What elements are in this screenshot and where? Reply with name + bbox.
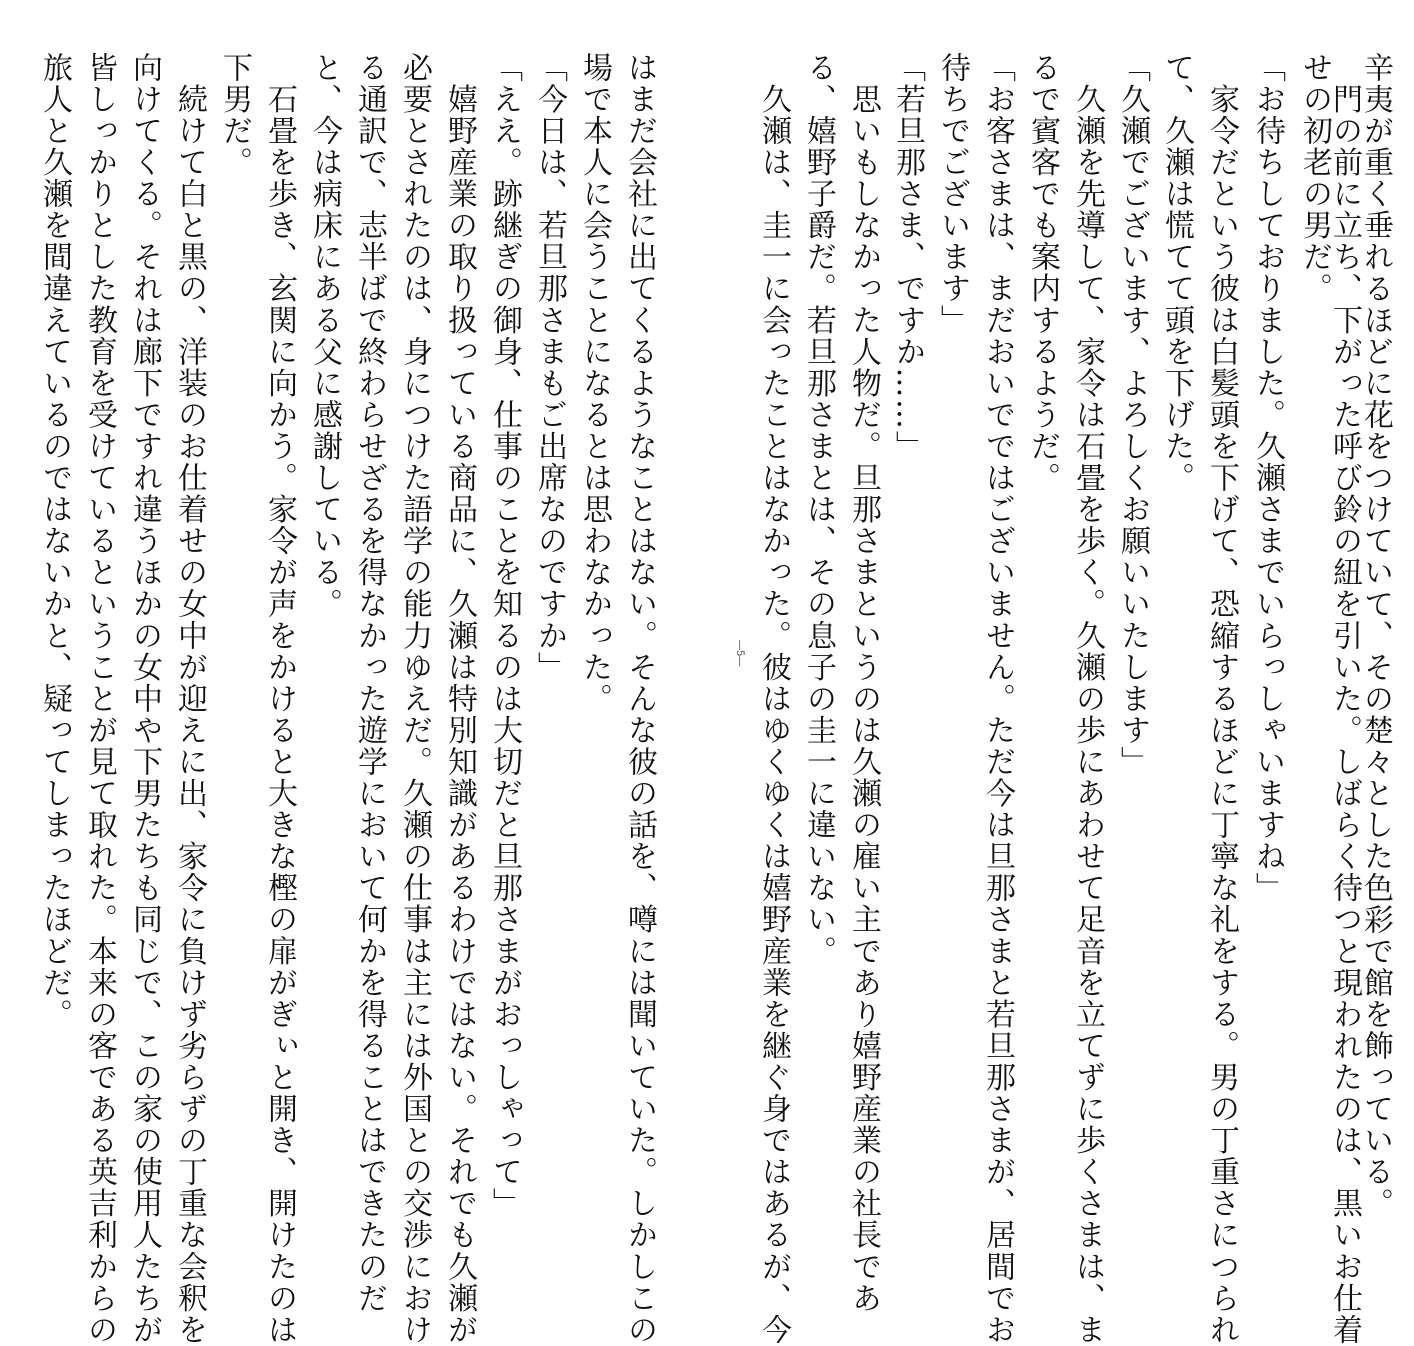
text-column-06: て、久瀬は慌てて頭を下げた。 xyxy=(1159,52,1194,494)
text-column-29: 旅人と久瀬を間違えているのではないかと、疑ってしまったほどだ。 xyxy=(37,52,72,1031)
text-column-08: 久瀬を先導して、家令は石畳を歩く。久瀬の歩にあわせて足音を立てずに歩くさまは、ま xyxy=(1070,52,1105,1346)
text-column-05: 家令だという彼は白髪頭を下げて、恐縮するほどに丁寧な礼をする。男の丁重さにつられ xyxy=(1204,52,1239,1346)
text-column-03: せの初老の男だ。 xyxy=(1297,52,1332,305)
text-column-18: 「今日は、若旦那さまもご出席なのですか」 xyxy=(532,52,567,683)
text-column-01: 辛夷が重く垂れるほどに花をつけていて、その楚々とした色彩で館を飾っている。 xyxy=(1358,52,1393,1220)
text-column-07: 「久瀬でございます、よろしくお願いいたします」 xyxy=(1115,52,1150,778)
text-column-22: る通訳で、志半ばで終わらせざるを得なかった遊学において何かを得ることはできたのだ xyxy=(352,52,387,1314)
text-column-28: 皆しっかりとした教育を受けているということが見て取れた。本来の客である英吉利からの xyxy=(82,52,117,1346)
text-column-23: と、今は病床にある父に感謝している。 xyxy=(307,52,342,620)
text-column-12: 「若旦那さま、ですか……」 xyxy=(890,52,925,463)
text-column-25: 下男だ。 xyxy=(217,52,252,179)
text-column-15: 久瀬は、圭一に会ったことはなかった。彼はゆくゆくは嬉野産業を継ぐ身ではあるが、今 xyxy=(756,52,791,1346)
text-column-17: 場で本人に会うことになるとは思わなかった。 xyxy=(577,52,612,715)
text-column-10: 「お客さまは、まだおいでではございません。ただ今は旦那さまと若旦那さまが、居間でお xyxy=(980,52,1015,1346)
text-column-13: 思いもしなかった人物だ。旦那さまというのは久瀬の雇い主であり嬉野産業の社長であ xyxy=(846,52,881,1314)
text-column-09: るで賓客でも案内するようだ。 xyxy=(1025,52,1060,494)
text-column-02: 門の前に立ち、下がった呼び鈴の紐を引いた。しばらく待つと現われたのは、黒いお仕着 xyxy=(1327,52,1362,1346)
text-column-26: 続けて白と黒の、洋装のお仕着せの女中が迎えに出、家令に負けず劣らずの丁重な会釈を xyxy=(172,52,207,1346)
page-folio: ―5― xyxy=(734,640,745,667)
text-column-14: る、嬉野子爵だ。若旦那さまとは、その息子の圭一に違いない。 xyxy=(801,52,836,967)
text-column-19: 「ええ。跡継ぎの御身、仕事のことを知るのは大切だと旦那さまがおっしゃって」 xyxy=(487,52,522,1220)
text-column-16: はまだ会社に出てくるようなことはない。そんな彼の話を、噂には聞いていた。しかしこの xyxy=(622,52,657,1346)
text-column-24: 石畳を歩き、玄関に向かう。家令が声をかけると大きな樫の扉がぎぃと開き、開けたのは xyxy=(262,52,297,1346)
text-column-04: 「お待ちしておりました。久瀬さまでいらっしゃいますね」 xyxy=(1250,52,1285,904)
text-column-21: 必要とされたのは、身につけた語学の能力ゆえだ。久瀬の仕事は主には外国との交渉におけ xyxy=(397,52,432,1346)
text-column-27: 向けてくる。それは廊下ですれ違うほかの女中や下男たちも同じで、この家の使用人たちが xyxy=(127,52,162,1346)
text-column-20: 嬉野産業の取り扱っている商品に、久瀬は特別知識があるわけではない。それでも久瀬が xyxy=(442,52,477,1346)
text-column-11: 待ちでございます」 xyxy=(935,52,970,336)
